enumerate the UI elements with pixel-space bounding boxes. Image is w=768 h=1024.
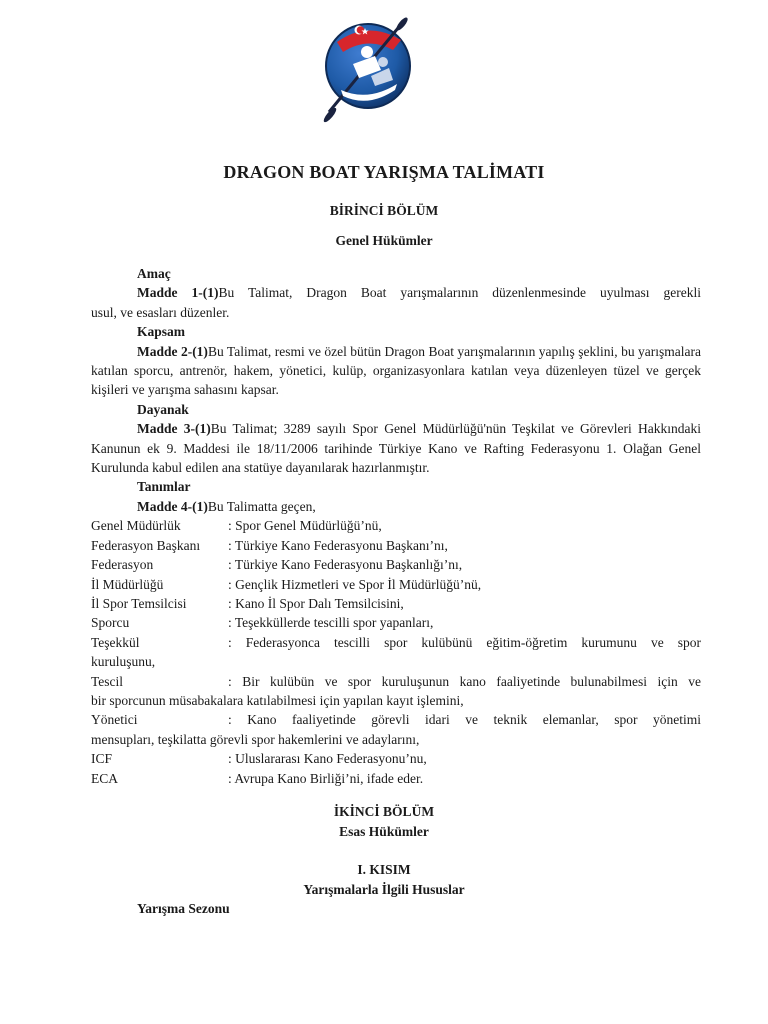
definition-row-tescil bbox=[91, 672, 701, 711]
section-heading-amac: Amaç bbox=[137, 266, 171, 281]
definition-term: Tescil bbox=[91, 673, 124, 689]
article-2-text: Bu Talimat, resmi ve özel bütün Dragon Boat yarışmalarının yapılış şeklini, bu yarışmalara katılan sporcu, antrenör, hakem, yönetici, kulüp, organizasyonlara katılan veya düzenleyen tüzel ve gerçek kişileri ve yarışma sahasını kapsar. bbox=[91, 343, 701, 398]
definition-row-tesekkul bbox=[91, 633, 701, 672]
article-2-label: Madde 2-(1) bbox=[137, 343, 208, 359]
definition-term: ECA bbox=[91, 770, 118, 786]
article-1 bbox=[91, 283, 701, 322]
article-3-text: Bu Talimat; 3289 sayılı Spor Genel Müdürlüğü'nün Teşkilat ve Görevleri Hakkındaki Kanunun ek 9. Maddesi ile 18/11/2006 tarihinde Türkiye Kano ve Rafting Federasyonu 1. Olağan Genel Kurulunda kabul edilen ana statüye dayanılarak hazırlanmıştır. bbox=[91, 421, 701, 476]
section-heading-tanimlar: Tanımlar bbox=[137, 479, 191, 495]
definition-desc: : Teşekküllerde tescilli spor yapanları, bbox=[228, 615, 434, 631]
definition-term: Teşekkül bbox=[91, 634, 140, 650]
definition-term: ICF bbox=[91, 751, 113, 767]
definition-term: Genel Müdürlük bbox=[91, 518, 181, 534]
article-2 bbox=[91, 342, 701, 400]
definition-term: İl Müdürlüğü bbox=[91, 576, 164, 592]
definition-desc: : Kano faaliyetinde görevli idari ve teknik elemanlar, spor yönetimi bbox=[228, 712, 701, 728]
definition-row bbox=[91, 536, 701, 555]
definition-row bbox=[91, 613, 701, 632]
definition-desc: : Türkiye Kano Federasyonu Başkanlığı’nı, bbox=[228, 557, 463, 573]
definition-term: İl Spor Temsilcisi bbox=[91, 595, 187, 611]
article-4-text: Bu Talimatta geçen, bbox=[207, 498, 316, 514]
article-1-text: Bu Talimat, Dragon Boat yarışmalarının düzenlenmesinde uyulması gerekli bbox=[218, 285, 701, 301]
definition-row bbox=[91, 516, 701, 535]
part2-subheading: Esas Hükümler bbox=[339, 824, 429, 839]
article-3-label: Madde 3-(1) bbox=[137, 421, 211, 437]
section1-heading: I. KISIM bbox=[357, 862, 411, 877]
definition-desc: : Avrupa Kano Birliği’ni, ifade eder. bbox=[228, 770, 424, 786]
definition-desc-cont: mensupları, teşkilatta görevli spor hakemlerini ve adaylarını, bbox=[91, 731, 420, 747]
definition-row bbox=[91, 749, 701, 768]
part1-subheading: Genel Hükümler bbox=[335, 233, 433, 248]
definition-desc: : Bir kulübün ve spor kuruluşunun kano faaliyetinde bulunabilmesi için ve bbox=[228, 673, 701, 689]
definition-desc: : Türkiye Kano Federasyonu Başkanı’nı, bbox=[228, 537, 448, 553]
section-heading-yarisma-sezonu: Yarışma Sezonu bbox=[137, 901, 230, 916]
definition-term: Federasyon bbox=[91, 557, 154, 573]
section1-subheading: Yarışmalarla İlgili Hususlar bbox=[303, 882, 465, 897]
definition-term: Yönetici bbox=[91, 712, 138, 728]
section-heading-kapsam: Kapsam bbox=[137, 324, 186, 340]
section-heading-dayanak: Dayanak bbox=[137, 401, 189, 417]
definition-row bbox=[91, 555, 701, 574]
definition-row-yonetici bbox=[91, 710, 701, 749]
definition-term: Federasyon Başkanı bbox=[91, 537, 201, 553]
document-body bbox=[91, 264, 701, 788]
article-1-text-cont: usul, ve esasları düzenler. bbox=[91, 304, 230, 320]
definition-desc-cont: kuruluşunu, bbox=[91, 654, 156, 670]
kayak-federation-logo-icon bbox=[323, 12, 413, 132]
definition-desc-cont: bir sporcunun müsabakalara katılabilmesi için yapılan kayıt işlemini, bbox=[91, 692, 464, 708]
definition-desc: : Kano İl Spor Dalı Temsilcisini, bbox=[228, 595, 404, 611]
definition-desc: : Gençlik Hizmetleri ve Spor İl Müdürlüğü’nü, bbox=[228, 576, 482, 592]
definition-desc: : Uluslararası Kano Federasyonu’nu, bbox=[228, 751, 427, 767]
definition-row bbox=[91, 575, 701, 594]
definition-desc: : Federasyonca tescilli spor kulübünü eğitim-öğretim kurumunu ve spor bbox=[228, 634, 701, 650]
definition-desc: : Spor Genel Müdürlüğü’nü, bbox=[228, 518, 382, 534]
article-4-label: Madde 4-(1) bbox=[137, 498, 208, 514]
part2-heading: İKİNCİ BÖLÜM bbox=[333, 804, 435, 819]
article-1-label: Madde 1-(1) bbox=[137, 285, 219, 301]
definition-row bbox=[91, 594, 701, 613]
document-title: DRAGON BOAT YARIŞMA TALİMATI bbox=[223, 162, 545, 182]
part1-heading: BİRİNCİ BÖLÜM bbox=[329, 203, 439, 218]
article-4 bbox=[91, 497, 701, 516]
definition-term: Sporcu bbox=[91, 615, 130, 631]
definition-row bbox=[91, 769, 701, 788]
article-3 bbox=[91, 419, 701, 477]
